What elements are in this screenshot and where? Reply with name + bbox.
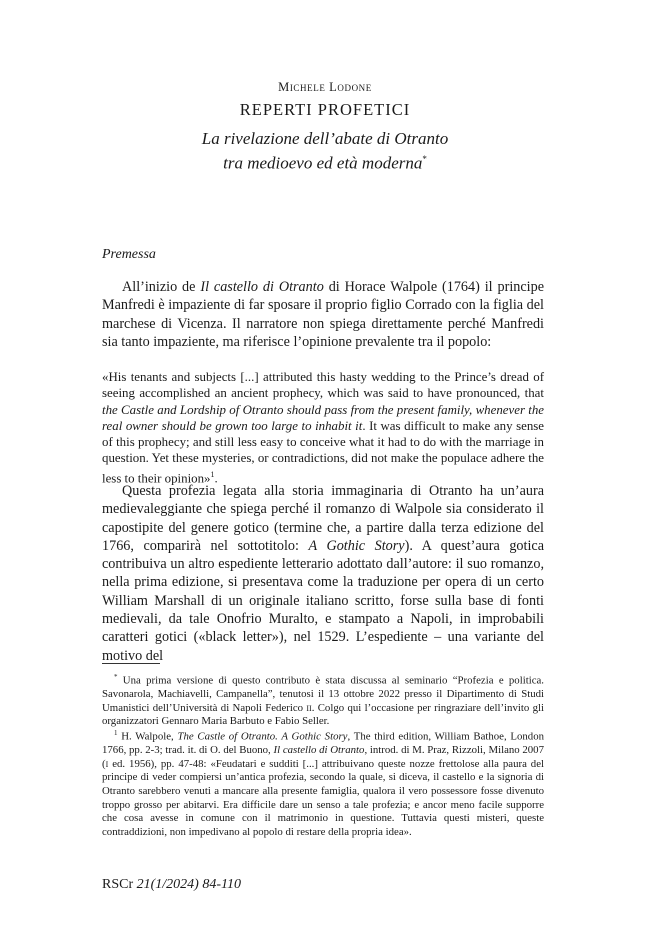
journal-name: RSCr [102, 877, 137, 892]
footnote-1-italic: The Castle of Otranto. A Gothic Story [177, 730, 348, 743]
paragraph-2 [102, 482, 544, 665]
paragraph-1-text-2: di Horace Walpole (1764) il principe Manfredi è impaziente di far sposare il proprio figlio Corrado con la figlia del marchese di Vicenza. Il narratore non spiega direttamente perché Manfredi sia tanto impaziente, ma riferisce l’opinione prevalente tra il popolo: [102, 279, 544, 350]
paragraph-2-italic: A Gothic Story [308, 537, 405, 554]
section-heading: Premessa [102, 247, 156, 262]
page-footer [102, 877, 241, 893]
paragraph-1 [102, 278, 544, 351]
paragraph-2-text: Questa profezia legata alla storia immaginaria di Otranto ha un’aura medievaleggiante che spiega perché il romanzo di Walpole sia considerato il capostipite del genere gotico (termine che, a partire dalla terza edizione del 1766, comparirà nel sottotitolo: [102, 483, 544, 554]
journal-citation: 21(1/2024) 84-110 [136, 877, 241, 892]
article-title: REPERTI PROFETICI [239, 100, 411, 119]
quote-end: . [214, 471, 218, 486]
quote-text: «His tenants and subjects [...] attributed this hasty wedding to the Prince’s dread of seeing accomplished an ancient prophecy, which was said to have pronounced, that [102, 370, 544, 401]
footnote-1-text: H. Walpole, [117, 730, 178, 743]
footnote-star-text-2: . Colgo qui l’occasione per ringraziare dell’invito gli organizzatori Gennaro Maria Barbuto e Fabio Seller. [102, 701, 544, 728]
block-quote [102, 369, 544, 486]
footnote-divider [102, 663, 160, 664]
footnote-1-italic-2: Il castello di Otranto [273, 744, 365, 757]
article-subtitle [0, 128, 650, 174]
subtitle-line-1: La rivelazione dell’abate di Otranto [201, 129, 449, 148]
footnote-1-text-3: , introd. di M. Praz, Rizzoli, Milano 2007 ( [102, 744, 544, 770]
paragraph-1-text: All’inizio de [122, 279, 201, 295]
paragraph-2-text-2: ). A quest’aura gotica contribuiva un altro espediente letterario adottato dall’autore: il suo romanzo, nella prima edizione, si presentava come la traduzione per opera di un certo William Marshall di un originale italiano scritto, forse sulla base di fonti medievali, da tale Onofrio Muralto, e stampato a Napoli, in improbabili caratteri gotici («black letter»), nel 1529. L’espediente – una variante del motivo del [102, 537, 544, 664]
subtitle-note-mark: * [422, 154, 427, 164]
footnote-star [102, 671, 544, 729]
quote-italic: the Castle and Lordship of Otranto should pass from the present family, whenever the real owner should be grown too large to inhabit it [102, 402, 544, 433]
footnote-star-mark: * [114, 673, 118, 681]
footnote-star-text: Una prima versione di questo contributo è stata discussa al seminario “Profezia e politica. Savonarola, Machiavelli, Campanella”, tenutosi il 13 ottobre 2022 presso il Dipartimento di Studi Umanistici dell’Università di Napoli Federico [102, 674, 544, 714]
paragraph-1-italic: Il castello di Otranto [200, 279, 324, 295]
footnote-1-mark: 1 [114, 729, 118, 737]
author-name: Michele Lodone [278, 80, 372, 94]
footnote-1 [102, 727, 544, 839]
footnote-star-smallcaps: ii [306, 701, 312, 714]
footnote-ref-1[interactable]: 1 [210, 469, 215, 479]
footnote-1-text-2: , The third edition, William Bathoe, London 1766, pp. 2-3; trad. it. di O. del Buono, [102, 730, 545, 757]
footnote-1-text-4: ed. 1956), pp. 47-48: «Feudatari e sudditi [...] attribuivano queste nozze frettolose alla paura del principe di veder compiersi un’antica profezia, secondo la quale, si diceva, il castello e la signoria di Otranto sarebbero venuti a mancare alla presente famiglia, qualora il vero possessore fosse divenuto troppo grosso per abitarvi. Era difficile dare un senso a tale profezia; e ancor meno facile supporre che cosa avesse in comune con il matrimonio in questione. Tuttavia questi misteri, queste contraddizioni, non impedivano al popolo di restare della propria idea». [102, 757, 544, 838]
subtitle-line-2: tra medioevo ed età moderna [223, 153, 423, 173]
footnote-1-smallcaps: i [105, 757, 109, 770]
quote-text-2: . It was difficult to make any sense of this prophecy; and still less easy to conceive what it had to do with the marriage in question. Yet these mysteries, or contradictions, did not make the populace adhere the less to their opinion» [102, 418, 545, 486]
